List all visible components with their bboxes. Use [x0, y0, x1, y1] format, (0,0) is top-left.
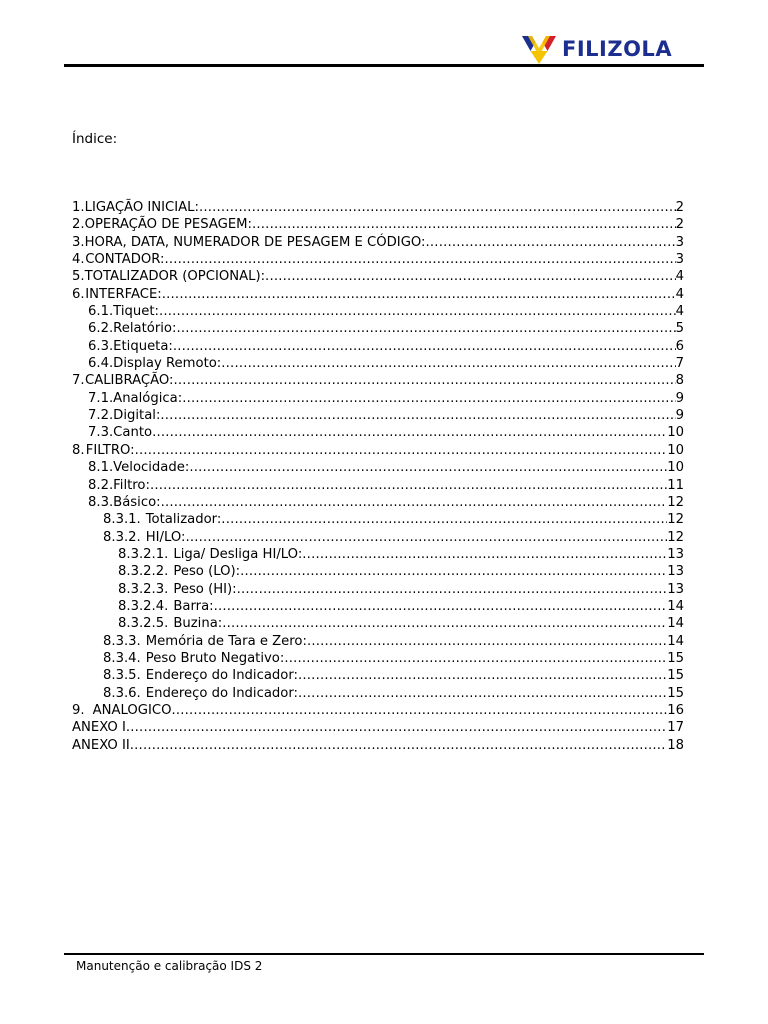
toc-entry-page: 12 — [667, 512, 684, 528]
header-divider — [64, 64, 704, 67]
toc-entry[interactable] — [72, 563, 684, 580]
toc-entry-label: CONTADOR: — [85, 252, 165, 268]
footer-text: Manutenção e calibração IDS 2 — [76, 959, 263, 973]
toc-entry-page: 11 — [667, 477, 684, 493]
toc-entry-page: 12 — [667, 494, 684, 510]
toc-entry-label: Display Remoto: — [113, 356, 222, 372]
toc-entry-page: 2 — [675, 217, 684, 233]
toc-dot-leader — [222, 615, 667, 632]
toc-entry-label: HI/LO: — [145, 529, 186, 545]
toc-entry[interactable] — [72, 199, 684, 216]
toc-entry[interactable] — [72, 338, 684, 355]
table-of-contents — [72, 199, 684, 754]
toc-dot-leader — [160, 407, 675, 424]
toc-entry-label: ANALOGICO — [92, 702, 172, 718]
toc-entry-label: Memória de Tara e Zero: — [145, 633, 307, 649]
toc-entry[interactable] — [72, 216, 684, 233]
toc-dot-leader — [174, 372, 676, 389]
toc-entry-number: 7.1. — [88, 390, 114, 406]
toc-entry-label: Peso Bruto Negativo: — [145, 650, 285, 666]
index-title: Índice: — [72, 131, 118, 147]
toc-entry-page: 16 — [667, 702, 684, 718]
toc-entry-label: Digital: — [113, 408, 161, 424]
toc-entry-page: 6 — [675, 338, 684, 354]
toc-entry-page: 13 — [667, 564, 684, 580]
toc-entry-number: 8.3.4. — [103, 650, 141, 666]
toc-entry-page: 15 — [667, 668, 684, 684]
page-header — [0, 0, 768, 70]
toc-entry[interactable] — [72, 650, 684, 667]
toc-entry-number: 4. — [72, 252, 85, 268]
toc-entry-number: 3. — [72, 234, 85, 250]
toc-entry-label: Etiqueta: — [113, 338, 173, 354]
toc-entry[interactable] — [72, 615, 684, 632]
toc-entry-label: CALIBRAÇÃO: — [84, 373, 174, 389]
toc-entry-page: 13 — [667, 581, 684, 597]
toc-dot-leader — [159, 303, 676, 320]
toc-entry[interactable] — [72, 390, 684, 407]
toc-entry[interactable] — [72, 702, 684, 719]
toc-entry-label: Totalizador: — [145, 512, 222, 528]
toc-entry-label: Endereço do Indicador: — [145, 668, 298, 684]
toc-entry-number: 6.4. — [88, 356, 114, 372]
toc-entry[interactable] — [72, 251, 684, 268]
toc-entry[interactable] — [72, 529, 684, 546]
toc-dot-leader — [221, 355, 675, 372]
toc-entry-label: ANEXO II — [72, 737, 130, 753]
toc-dot-leader — [130, 737, 667, 754]
toc-entry-number: 7.3. — [88, 425, 114, 441]
toc-entry-page: 15 — [667, 650, 684, 666]
toc-entry-number: 7.2. — [88, 408, 114, 424]
toc-entry-label: FILTRO: — [85, 442, 135, 458]
toc-entry-number: 6. — [72, 286, 85, 302]
toc-dot-leader — [214, 598, 668, 615]
toc-entry[interactable] — [72, 303, 684, 320]
toc-dot-leader — [237, 581, 668, 598]
toc-entry-page: 13 — [667, 546, 684, 562]
toc-entry-number: 8.3.2.4. — [118, 598, 169, 614]
toc-entry-number: 8.3.2.2. — [118, 564, 169, 580]
toc-entry[interactable] — [72, 407, 684, 424]
toc-entry-page: 14 — [667, 616, 684, 632]
toc-entry-page: 4 — [675, 304, 684, 320]
toc-entry-label: TOTALIZADOR (OPCIONAL): — [84, 269, 266, 285]
toc-entry[interactable] — [72, 598, 684, 615]
toc-entry-page: 9 — [675, 408, 684, 424]
toc-entry[interactable] — [72, 459, 684, 476]
toc-entry-page: 18 — [667, 737, 684, 753]
toc-entry-page: 4 — [675, 269, 684, 285]
toc-entry-page: 3 — [675, 234, 684, 250]
toc-entry-page: 12 — [667, 529, 684, 545]
toc-dot-leader — [302, 546, 667, 563]
toc-entry-label: Peso (LO): — [173, 564, 241, 580]
toc-dot-leader — [182, 390, 675, 407]
toc-entry-number: 8.3.5. — [103, 668, 141, 684]
toc-entry-label: ANEXO I — [72, 720, 126, 736]
toc-dot-leader — [161, 494, 668, 511]
toc-entry-number: 9. — [72, 702, 85, 718]
toc-entry-page: 2 — [675, 200, 684, 215]
toc-entry-label: INTERFACE: — [85, 286, 162, 302]
toc-dot-leader — [307, 633, 667, 650]
toc-entry-page: 10 — [667, 460, 684, 476]
toc-entry-page: 17 — [667, 720, 684, 736]
toc-entry-number: 7. — [72, 373, 85, 389]
toc-entry-page: 3 — [675, 252, 684, 268]
toc-dot-leader — [199, 199, 676, 216]
toc-dot-leader — [150, 477, 667, 494]
toc-entry[interactable] — [72, 581, 684, 598]
toc-entry-page: 9 — [675, 390, 684, 406]
toc-entry-label: LIGAÇÃO INICIAL: — [84, 200, 199, 215]
toc-entry-label: Canto — [113, 425, 153, 441]
toc-entry-page: 8 — [675, 373, 684, 389]
toc-entry-page: 10 — [667, 442, 684, 458]
toc-entry-number: 8.3.1. — [103, 512, 141, 528]
footer-divider — [64, 953, 704, 955]
toc-entry[interactable] — [72, 424, 684, 441]
toc-entry-number: 8.2. — [88, 477, 114, 493]
toc-entry-label: Endereço do Indicador: — [145, 685, 298, 701]
toc-dot-leader — [298, 685, 667, 702]
toc-entry-number: 8.3.3. — [103, 633, 141, 649]
toc-entry-number: 6.2. — [88, 321, 114, 337]
toc-entry[interactable] — [72, 355, 684, 372]
toc-entry-label: Tiquet: — [113, 304, 159, 320]
toc-entry[interactable] — [72, 737, 684, 754]
toc-entry[interactable] — [72, 719, 684, 736]
toc-entry[interactable] — [72, 442, 684, 459]
toc-entry[interactable] — [72, 494, 684, 511]
toc-entry[interactable] — [72, 268, 684, 285]
toc-entry-label: OPERAÇÃO DE PESAGEM: — [84, 217, 252, 233]
toc-entry[interactable] — [72, 477, 684, 494]
toc-entry[interactable] — [72, 234, 684, 251]
toc-dot-leader — [252, 216, 676, 233]
toc-entry-label: Analógica: — [113, 390, 183, 406]
toc-entry-label: Relatório: — [113, 321, 177, 337]
toc-dot-leader — [189, 459, 667, 476]
toc-entry-label: Liga/ Desliga HI/LO: — [173, 546, 303, 562]
toc-dot-leader — [221, 511, 667, 528]
toc-dot-leader — [185, 529, 667, 546]
toc-entry-number: 8.3.2.1. — [118, 546, 169, 562]
toc-entry-page: 5 — [675, 321, 684, 337]
toc-entry-label: Básico: — [113, 494, 161, 510]
toc-entry-number: 6.3. — [88, 338, 114, 354]
toc-entry[interactable] — [72, 372, 684, 389]
toc-entry-page: 15 — [667, 685, 684, 701]
toc-entry[interactable] — [72, 685, 684, 702]
toc-entry-number: 6.1. — [88, 304, 114, 320]
brand-name: FILIZOLA — [562, 36, 673, 61]
toc-entry-number: 2. — [72, 217, 85, 233]
toc-entry-page: 14 — [667, 633, 684, 649]
toc-entry-number: 8.3.2. — [103, 529, 141, 545]
toc-dot-leader — [162, 286, 676, 303]
toc-entry-number: 8. — [72, 442, 85, 458]
toc-dot-leader — [176, 320, 675, 337]
toc-entry-page: 14 — [667, 598, 684, 614]
toc-dot-leader — [298, 667, 667, 684]
toc-entry-number: 8.3.2.3. — [118, 581, 169, 597]
toc-entry-label: Filtro: — [113, 477, 150, 493]
toc-entry-number: 8.3.2.5. — [118, 616, 169, 632]
toc-entry-number: 5. — [72, 269, 85, 285]
toc-entry-page: 7 — [675, 356, 684, 372]
toc-dot-leader — [135, 442, 668, 459]
toc-dot-leader — [284, 650, 667, 667]
toc-entry[interactable] — [72, 286, 684, 303]
toc-entry-page: 4 — [675, 286, 684, 302]
toc-entry[interactable] — [72, 546, 684, 563]
toc-entry-label: Velocidade: — [113, 460, 190, 476]
filizola-logo — [522, 33, 672, 65]
toc-dot-leader — [240, 563, 667, 580]
toc-entry[interactable] — [72, 667, 684, 684]
toc-entry[interactable] — [72, 633, 684, 650]
toc-entry-page: 10 — [667, 425, 684, 441]
toc-dot-leader — [164, 251, 675, 268]
toc-dot-leader — [171, 702, 667, 719]
toc-entry-label: HORA, DATA, NUMERADOR DE PESAGEM E CÓDIGO: — [84, 234, 426, 250]
toc-entry-label: Buzina: — [173, 616, 223, 632]
toc-dot-leader — [173, 338, 676, 355]
toc-entry-number: 8.3. — [88, 494, 114, 510]
toc-entry-number: 8.1. — [88, 460, 114, 476]
toc-dot-leader — [265, 268, 676, 285]
toc-entry[interactable] — [72, 511, 684, 528]
toc-dot-leader — [426, 234, 676, 251]
toc-entry[interactable] — [72, 320, 684, 337]
filizola-logo-icon — [522, 34, 556, 64]
toc-dot-leader — [152, 424, 667, 441]
toc-entry-label: Barra: — [173, 598, 214, 614]
toc-dot-leader — [126, 719, 667, 736]
toc-entry-label: Peso (HI): — [173, 581, 237, 597]
toc-entry-number: 8.3.6. — [103, 685, 141, 701]
toc-entry-number: 1. — [72, 200, 85, 215]
